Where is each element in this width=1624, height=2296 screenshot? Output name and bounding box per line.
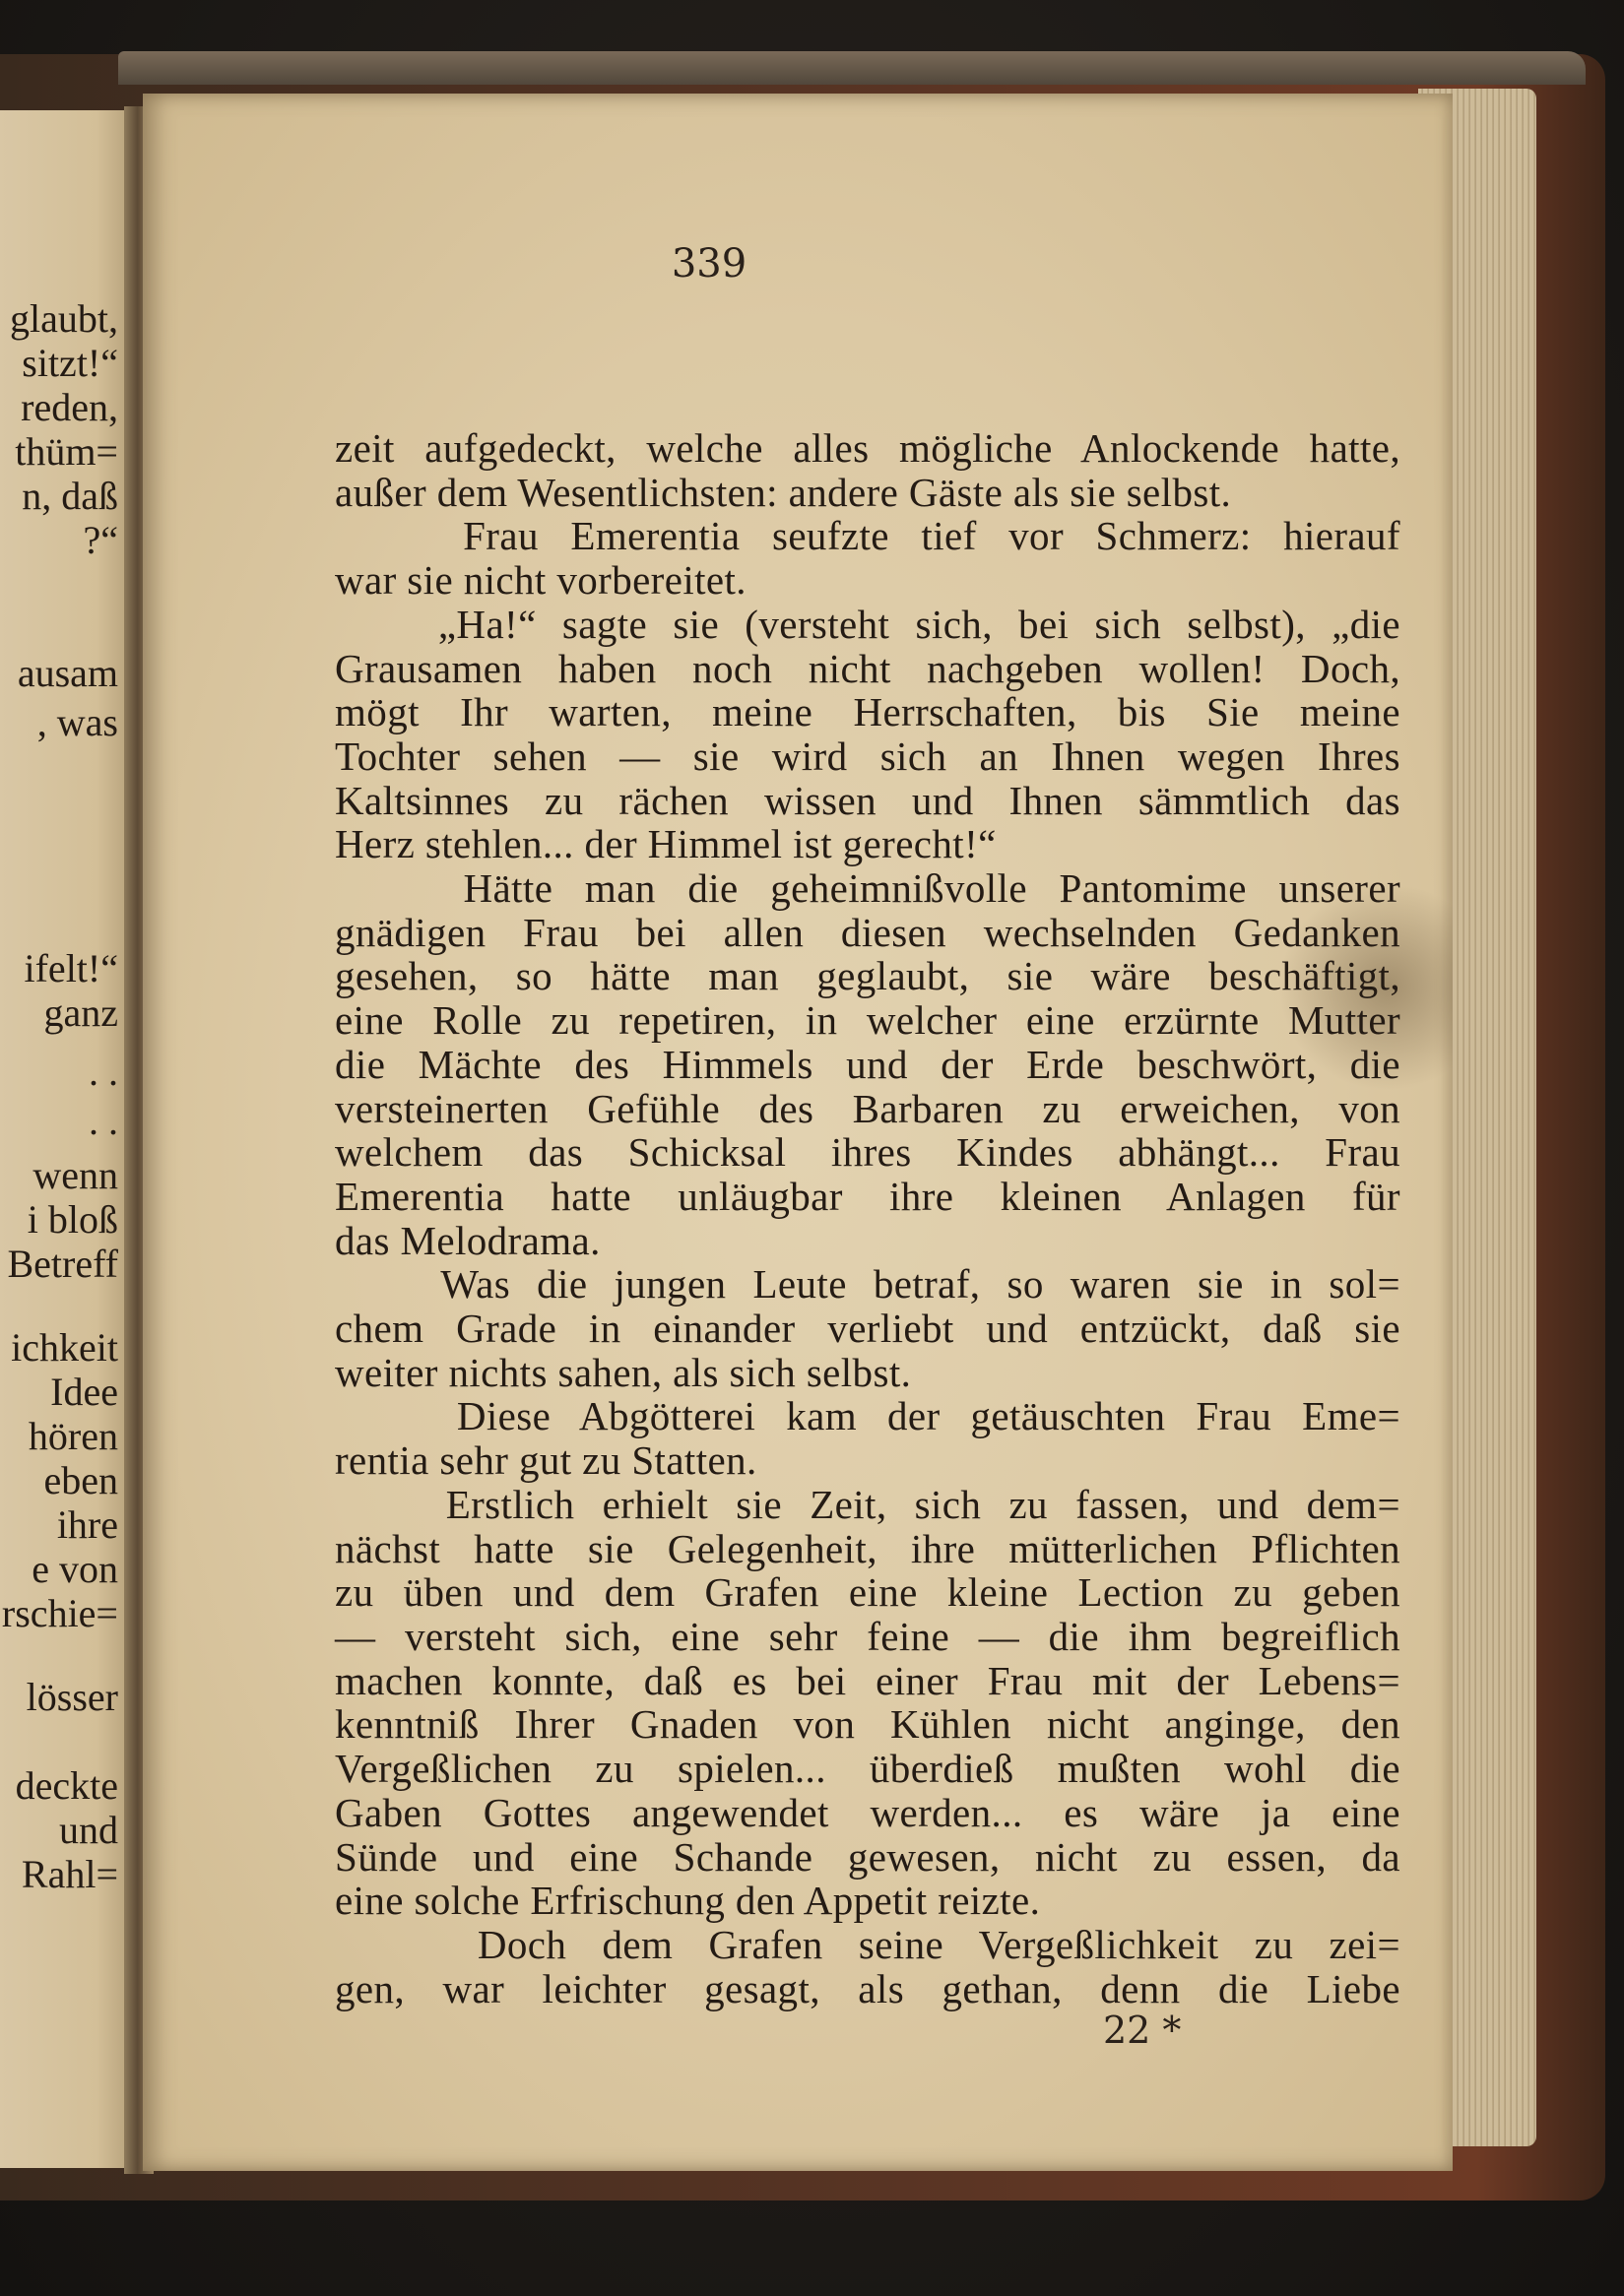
text-line: Emerentia hatte unläugbar ihre kleinen Anlagen für	[335, 1173, 1400, 1219]
left-page-fragment: ichkeit	[11, 1325, 118, 1370]
left-page-fragment: ihre	[56, 1502, 118, 1547]
left-page-fragment: reden,	[21, 385, 118, 429]
left-page-fragment: deckte	[15, 1763, 118, 1808]
text-line: Doch dem Grafen seine Vergeßlichkeit zu zei=	[335, 1921, 1400, 1967]
left-page-fragment: ifelt!“	[24, 946, 118, 990]
text-line: Hätte man die geheimnißvolle Pantomime unserer	[335, 865, 1400, 912]
text-line: zu üben und dem Grafen eine kleine Lection zu geben	[335, 1569, 1400, 1616]
text-line: außer dem Wesentlichsten: andere Gäste als sie selbst.	[335, 469, 1232, 515]
left-page-fragment: ausam	[17, 651, 118, 695]
left-page-fragment: e von	[32, 1547, 118, 1591]
left-page-fragment: i bloß	[27, 1197, 118, 1242]
left-page-fragment: thüm=	[15, 429, 118, 474]
text-line: nächst hatte sie Gelegenheit, ihre mütterlichen Pflichten	[335, 1525, 1400, 1571]
left-page-fragment: Rahl=	[21, 1852, 118, 1896]
left-page-fragment: Betreff	[7, 1242, 118, 1286]
page-body	[335, 426, 1400, 2010]
left-page-fragment: glaubt,	[10, 296, 118, 341]
text-line: weiter nichts sahen, als sich selbst.	[335, 1349, 912, 1395]
signature-mark: 22 *	[1103, 2009, 1182, 2052]
text-line: Gaben Gottes angewendet werden... es wäre ja eine	[335, 1789, 1400, 1835]
left-page-fragment: sitzt!“	[22, 341, 118, 385]
text-line: Was die jungen Leute betraf, so waren sie in sol=	[335, 1261, 1400, 1307]
text-line: rentia sehr gut zu Statten.	[335, 1437, 757, 1484]
left-page-fragment: , was	[36, 700, 118, 744]
left-page-fragment: ganz	[43, 990, 118, 1035]
text-line: welchem das Schicksal ihres Kindes abhängt... Frau	[335, 1129, 1400, 1176]
text-line: eine Rolle zu repetiren, in welcher eine erzürnte Mutter	[335, 997, 1400, 1044]
left-page	[0, 110, 138, 2168]
text-line: Diese Abgötterei kam der getäuschten Frau Eme=	[335, 1393, 1400, 1439]
text-line: gnädigen Frau bei allen diesen wechselnden Gedanken	[335, 909, 1400, 955]
text-line: — versteht sich, eine sehr feine — die ihm begreiflich	[335, 1613, 1400, 1659]
text-line: Kaltsinnes zu rächen wissen und Ihnen sämmtlich das	[335, 777, 1400, 823]
text-line: Herz stehlen... der Himmel ist gerecht!“	[335, 821, 997, 867]
left-page-fragment: ?“	[83, 518, 118, 562]
left-page-fragment: hören	[28, 1414, 118, 1458]
text-line: Frau Emerentia seufzte tief vor Schmerz: hierauf	[335, 513, 1400, 559]
right-page	[143, 94, 1453, 2171]
left-page-fragment: . .	[89, 1099, 118, 1143]
text-line: Erstlich erhielt sie Zeit, sich zu fassen, und dem=	[335, 1481, 1400, 1527]
left-page-fragment: und	[59, 1808, 118, 1852]
text-line: chem Grade in einander verliebt und entzückt, daß sie	[335, 1306, 1400, 1352]
text-line: mögt Ihr warten, meine Herrschaften, bis Sie meine	[335, 689, 1400, 735]
text-line: zeit aufgedeckt, welche alles mögliche Anlockende hatte,	[335, 425, 1400, 471]
text-line: Vergeßlichen zu spielen... überdieß mußten wohl die	[335, 1746, 1400, 1792]
text-line: gen, war leichter gesagt, als gethan, denn die Liebe	[335, 1965, 1400, 2011]
page-number: 339	[671, 241, 747, 287]
left-page-fragment: rschie=	[1, 1591, 118, 1635]
text-line: kenntniß Ihrer Gnaden von Kühlen nicht anginge, den	[335, 1701, 1400, 1748]
text-line: Grausamen haben noch nicht nachgeben wollen! Doch,	[335, 645, 1400, 691]
text-line: war sie nicht vorbereitet.	[335, 557, 747, 604]
text-line: machen konnte, daß es bei einer Frau mit der Lebens=	[335, 1657, 1400, 1703]
text-line: Tochter sehen — sie wird sich an Ihnen wegen Ihres	[335, 733, 1400, 779]
text-line: Sünde und eine Schande gewesen, nicht zu essen, da	[335, 1833, 1400, 1880]
text-line: das Melodrama.	[335, 1217, 601, 1263]
book-top-edge	[118, 51, 1586, 85]
text-line: die Mächte des Himmels und der Erde beschwört, die	[335, 1041, 1400, 1087]
left-page-fragment: eben	[43, 1458, 118, 1502]
left-page-fragment: lösser	[26, 1675, 118, 1719]
left-page-fragment: wenn	[32, 1153, 118, 1197]
text-line: versteinerten Gefühle des Barbaren zu erweichen, von	[335, 1085, 1400, 1131]
text-line: „Ha!“ sagte sie (versteht sich, bei sich selbst), „die	[335, 601, 1400, 647]
left-page-fragment: . .	[89, 1050, 118, 1094]
left-page-fragment: Idee	[50, 1370, 118, 1414]
text-line: eine solche Erfrischung den Appetit reizte.	[335, 1878, 1041, 1924]
text-line: gesehen, so hätte man geglaubt, sie wäre beschäftigt,	[335, 953, 1400, 999]
left-page-fragment: n, daß	[22, 474, 118, 518]
